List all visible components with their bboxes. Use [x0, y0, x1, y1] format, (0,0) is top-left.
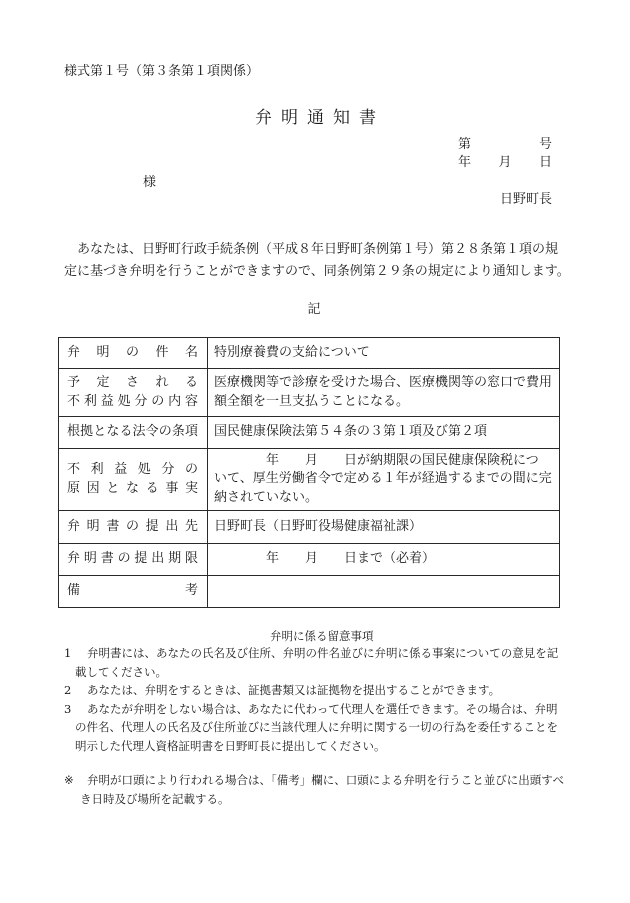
- notice-body-line: あなたは、日野町行政手続条例（平成８年日野町条例第１号）第２８条第１項の規: [77, 242, 559, 257]
- list-item-line: の件名、代理人の氏名及び住所並びに当該代理人に弁明に関する一切の行為を委任することを: [75, 720, 558, 734]
- list-item: [64, 700, 595, 756]
- row-value-line: 年 月 日が納期限の国民健康保険税につ: [214, 452, 539, 468]
- table-row: [59, 338, 560, 369]
- list-item-number: 3: [64, 701, 72, 716]
- row-label: [59, 544, 208, 576]
- row-value-line: 額全額を一旦支払うことになる。: [214, 393, 410, 409]
- notice-details-table: [58, 337, 560, 608]
- row-value-line: 国民健康保険法第５４条の３第１項及び第２項: [214, 424, 488, 440]
- remark-mark: ※: [64, 773, 74, 787]
- document-date: [458, 154, 552, 172]
- row-value-line: 日野町長（日野町役場健康福祉課）: [214, 518, 423, 534]
- document-title: 弁明通知書: [255, 108, 385, 128]
- row-label: [59, 417, 208, 449]
- row-value: [208, 417, 560, 449]
- notes-list: [64, 644, 595, 755]
- table-row: [59, 449, 560, 511]
- row-label: [59, 511, 208, 544]
- row-label-line: 予定される: [67, 375, 198, 390]
- remark-line: き日時及び場所を記載する。: [80, 791, 230, 806]
- remark-text: 弁明が口頭により行われる場合は、「備考」欄に、口頭による弁明を行うこと並びに出頭すべ: [87, 773, 565, 787]
- notes-heading: 弁明に係る留意事項: [270, 629, 374, 643]
- row-value: [208, 449, 560, 511]
- date-month: 月: [498, 155, 512, 170]
- row-label: [59, 369, 208, 417]
- document-number-prefix: 第: [458, 137, 472, 152]
- list-item-line: [64, 681, 595, 700]
- list-item-line: 明示した代理人資格証明書を日野町長に提出してください。: [75, 738, 386, 753]
- row-label-line: 弁明書の提出期限: [67, 551, 198, 567]
- document-number: [458, 136, 552, 154]
- notice-body-line: 定に基づき弁明を行うことができますので、同条例第２９条の規定により通知します。: [64, 264, 570, 279]
- notice-body: [64, 239, 570, 283]
- sender-name: 日野町長: [500, 192, 553, 207]
- table-row: [59, 417, 560, 449]
- list-item-text: あなたは、弁明をするときは、証拠書類又は証拠物を提出することができます。: [87, 683, 501, 697]
- row-value: [208, 338, 560, 369]
- table-row: [59, 576, 560, 608]
- row-value-line: 特別療養費の支給について: [214, 344, 370, 360]
- row-label-line: 不利益処分の: [67, 462, 198, 477]
- ki-marker: 記: [307, 302, 321, 317]
- table-row: [59, 511, 560, 544]
- row-label-line: 備考: [67, 583, 198, 599]
- date-year: 年: [458, 155, 472, 170]
- list-item-line: 載してください。: [75, 664, 167, 679]
- list-item-line: [64, 700, 595, 719]
- row-value-line: 医療機関等で診療を受けた場合、医療機関等の窓口で費用: [214, 375, 553, 390]
- table-row: [59, 544, 560, 576]
- row-label-line: 根拠となる法令の条項: [67, 424, 198, 440]
- document-number-suffix: 号: [538, 137, 552, 152]
- row-value: [208, 369, 560, 417]
- row-value-line: 納されていない。: [214, 489, 319, 505]
- list-item-text: 弁明書には、あなたの氏名及び住所、弁明の件名並びに弁明に係る事案についての意見を記: [87, 646, 559, 660]
- list-item-line: [64, 644, 595, 663]
- list-item-number: 1: [64, 646, 72, 660]
- row-label: [59, 576, 208, 608]
- row-value: [208, 511, 560, 544]
- addressee-suffix: 様: [143, 175, 157, 190]
- row-label-line: 原因となる事実: [67, 480, 198, 496]
- row-value: [208, 544, 560, 576]
- remark-note: [64, 771, 600, 808]
- remark-line: [64, 771, 600, 790]
- list-item: [64, 681, 595, 700]
- list-item-number: 2: [64, 683, 72, 697]
- list-item: [64, 644, 595, 681]
- list-item-text: あなたが弁明をしない場合は、あなたに代わって代理人を選任できます。その場合は、弁明: [87, 701, 558, 716]
- row-value-remarks: [208, 576, 560, 608]
- row-label-line: 弁明書の提出先: [67, 518, 198, 534]
- row-label: [59, 338, 208, 369]
- date-day: 日: [538, 155, 552, 170]
- table-row: [59, 369, 560, 417]
- row-label: [59, 449, 208, 511]
- row-value-line: いて、厚生労働省令で定める１年が経過するまでの間に完: [214, 471, 552, 487]
- row-value-line: 年 月 日まで（必着）: [214, 551, 436, 567]
- form-id: 様式第１号（第３条第１項関係）: [64, 64, 260, 79]
- row-label-line: 弁明の件名: [67, 344, 198, 360]
- row-label-line: 不利益処分の内容: [67, 393, 198, 409]
